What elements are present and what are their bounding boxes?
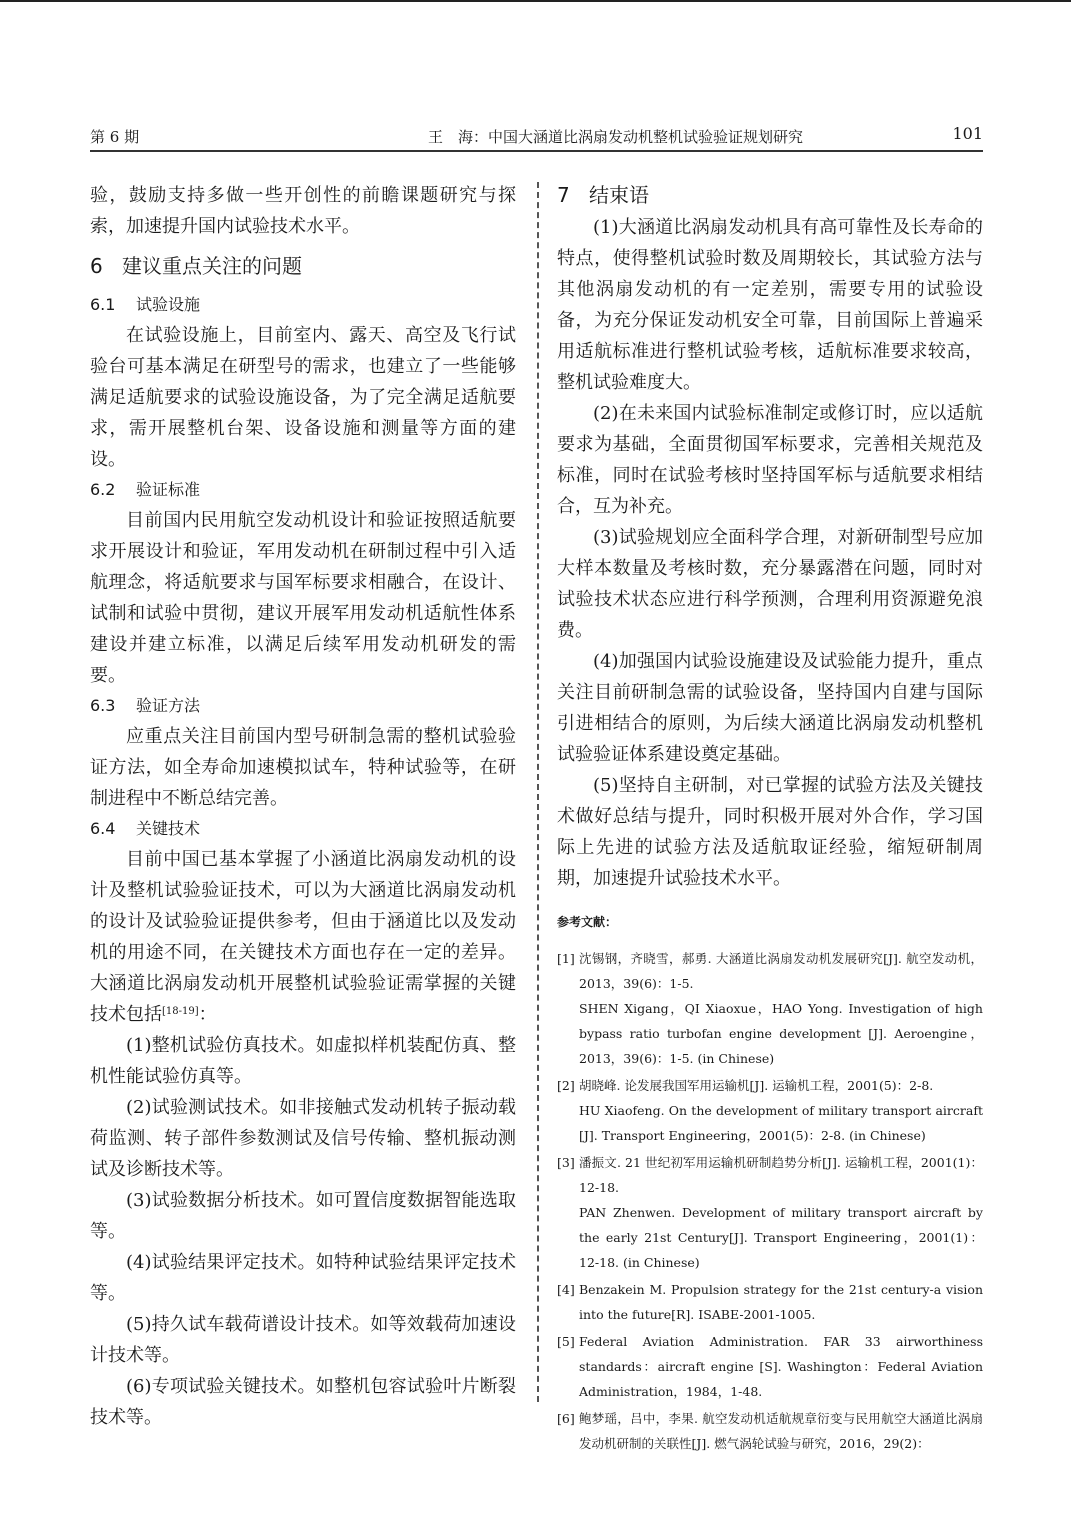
paragraph: 目前国内民用航空发动机设计和验证按照适航要求开展设计和验证，军用发动机在研制过程中引入适航理念，将适航要求与国军标要求相融合，在设计、试制和试验中贯彻，建议开展军用发动机适航性体系建设并建立标准，以满足后续军用发动机研发的需要。	[90, 510, 516, 686]
page-number: 101	[952, 124, 983, 143]
subsection-number: 6.1	[90, 295, 116, 314]
reference-item	[557, 1329, 983, 1404]
reference-number: [2]	[557, 1078, 575, 1093]
reference-en: HU Xiaofeng. On the development of military transport aircraft [J]. Transport Engineering，2001(5)：2-8. (in Chinese)	[579, 1103, 983, 1143]
reference-cn: 鲍梦瑶，吕中，李果. 航空发动机适航规章衍变与民用航空大涵道比涡扇发动机研制的关联性[J]. 燃气涡轮试验与研究，2016，29(2)：	[579, 1411, 983, 1451]
reference-item	[557, 1406, 983, 1456]
section-heading-6	[90, 242, 516, 290]
list-item: (6)专项试验关键技术。如整机包容试验叶片断裂技术等。	[90, 1376, 516, 1428]
subsection-heading-6-3	[90, 691, 516, 721]
header-rule	[90, 150, 983, 152]
section-title: 建议重点关注的问题	[122, 254, 302, 278]
subsection-title: 关键技术	[136, 819, 201, 838]
subsection-number: 6.3	[90, 696, 116, 715]
subsection-heading-6-2	[90, 475, 516, 505]
reference-number: [3]	[557, 1155, 575, 1170]
column-divider	[537, 182, 539, 1402]
paragraph: (2)在未来国内试验标准制定或修订时，应以适航要求为基础，全面贯彻国军标要求，完善相关规范及标准，同时在试验考核时坚持国军标与适航要求相结合，互为补充。	[557, 403, 983, 517]
paragraph: 在试验设施上，目前室内、露天、高空及飞行试验台可基本满足在研型号的需求，也建立了一些能够满足适航要求的试验设施设备，为了完全满足适航要求，需开展整机台架、设备设施和测量等方面的建设。	[90, 325, 516, 470]
reference-number: [5]	[557, 1334, 575, 1349]
citation[interactable]: [18-19]	[162, 1006, 199, 1017]
reference-item	[557, 1150, 983, 1275]
left-column	[90, 180, 516, 1433]
intro-paragraph: 验，鼓励支持多做一些开创性的前瞻课题研究与探索，加速提升国内试验技术水平。	[90, 185, 516, 237]
reference-item	[557, 1073, 983, 1148]
reference-number: [1]	[557, 951, 575, 966]
reference-number: [6]	[557, 1411, 575, 1426]
list-item: (2)试验测试技术。如非接触式发动机转子振动载荷监测、转子部件参数测试及信号传输、整机振动测试及诊断技术等。	[90, 1097, 516, 1180]
subsection-heading-6-1	[90, 290, 516, 320]
reference-item	[557, 1277, 983, 1327]
reference-item	[557, 946, 983, 1071]
list-item: (4)试验结果评定技术。如特种试验结果评定技术等。	[90, 1252, 516, 1304]
reference-en: SHEN Xigang，QI Xiaoxue，HAO Yong. Investigation of high bypass ratio turbofan engine development [J]. Aeroengine，2013，39(6)：1-5. (in Chinese)	[579, 1001, 983, 1066]
reference-cn: Benzakein M. Propulsion strategy for the 21st century-a vision into the future[R]. ISABE-2001-1005.	[579, 1282, 983, 1322]
section-number: 6	[90, 254, 103, 278]
running-header	[90, 124, 983, 148]
reference-cn: 沈锡钢，齐晓雪，郝勇. 大涵道比涡扇发动机发展研究[J]. 航空发动机，2013，39(6)：1-5.	[579, 951, 983, 991]
references-heading: 参考文献：	[557, 915, 618, 929]
list-item: (1)整机试验仿真技术。如虚拟样机装配仿真、整机性能试验仿真等。	[90, 1035, 516, 1087]
reference-number: [4]	[557, 1282, 575, 1297]
reference-en: PAN Zhenwen. Development of military transport aircraft by the early 21st Century[J]. Transport Engineering，2001(1)：12-18. (in Chinese)	[579, 1205, 983, 1270]
section-heading-7	[557, 180, 983, 210]
list-item: (3)试验数据分析技术。如可置信度数据智能选取等。	[90, 1190, 516, 1242]
paragraph-text: 目前中国已基本掌握了小涵道比涡扇发动机的设计及整机试验验证技术，可以为大涵道比涡扇发动机的设计及试验验证提供参考，但由于涵道比以及发动机的用途不同，在关键技术方面也存在一定的差异。大涵道比涡扇发动机开展整机试验验证需掌握的关键技术包括	[90, 849, 516, 1025]
list-item: (5)持久试车载荷谱设计技术。如等效载荷加速设计技术等。	[90, 1314, 516, 1366]
issue-number: 第 6 期	[90, 128, 140, 146]
subsection-heading-6-4	[90, 814, 516, 844]
subsection-number: 6.4	[90, 819, 116, 838]
paragraph	[90, 844, 516, 1030]
paragraph: (4)加强国内试验设施建设及试验能力提升，重点关注目前研制急需的试验设备，坚持国内自建与国际引进相结合的原则，为后续大涵道比涡扇发动机整机试验验证体系建设奠定基础。	[557, 651, 983, 765]
paragraph: (5)坚持自主研制，对已掌握的试验方法及关键技术做好总结与提升，同时积极开展对外合作，学习国际上先进的试验方法及适航取证经验，缩短研制周期，加速提升试验技术水平。	[557, 775, 983, 889]
paragraph: (1)大涵道比涡扇发动机具有高可靠性及长寿命的特点，使得整机试验时数及周期较长，其试验方法与其他涡扇发动机的有一定差别，需要专用的试验设备，为充分保证发动机安全可靠，目前国际上普遍采用适航标准进行整机试验考核，适航标准要求较高，整机试验难度大。	[557, 217, 983, 393]
top-border	[0, 0, 1071, 2]
running-title: 王 海：中国大涵道比涡扇发动机整机试验验证规划研究	[428, 128, 804, 146]
section-number: 7	[557, 183, 570, 207]
subsection-number: 6.2	[90, 480, 116, 499]
paragraph-tail: ：	[198, 1004, 217, 1025]
paragraph: 应重点关注目前国内型号研制急需的整机试验验证方法，如全寿命加速模拟试车，特种试验等，在研制进程中不断总结完善。	[90, 726, 516, 809]
subsection-title: 验证方法	[136, 696, 201, 715]
reference-cn: 潘振文. 21 世纪初军用运输机研制趋势分析[J]. 运输机工程，2001(1)：12-18.	[579, 1155, 983, 1195]
subsection-title: 试验设施	[136, 295, 201, 314]
subsection-title: 验证标准	[136, 480, 201, 499]
right-column	[557, 180, 983, 1458]
section-title: 结束语	[589, 183, 649, 207]
reference-cn: 胡晓峰. 论发展我国军用运输机[J]. 运输机工程，2001(5)：2-8.	[579, 1078, 934, 1093]
reference-cn: Federal Aviation Administration. FAR 33 airworthiness standards：aircraft engine [S]. Washington：Federal Aviation Administration，1984，1-48.	[579, 1334, 983, 1399]
paragraph: (3)试验规划应全面科学合理，对新研制型号应加大样本数量及考核时数，充分暴露潜在问题，同时对试验技术状态应进行科学预测，合理利用资源避免浪费。	[557, 527, 983, 641]
